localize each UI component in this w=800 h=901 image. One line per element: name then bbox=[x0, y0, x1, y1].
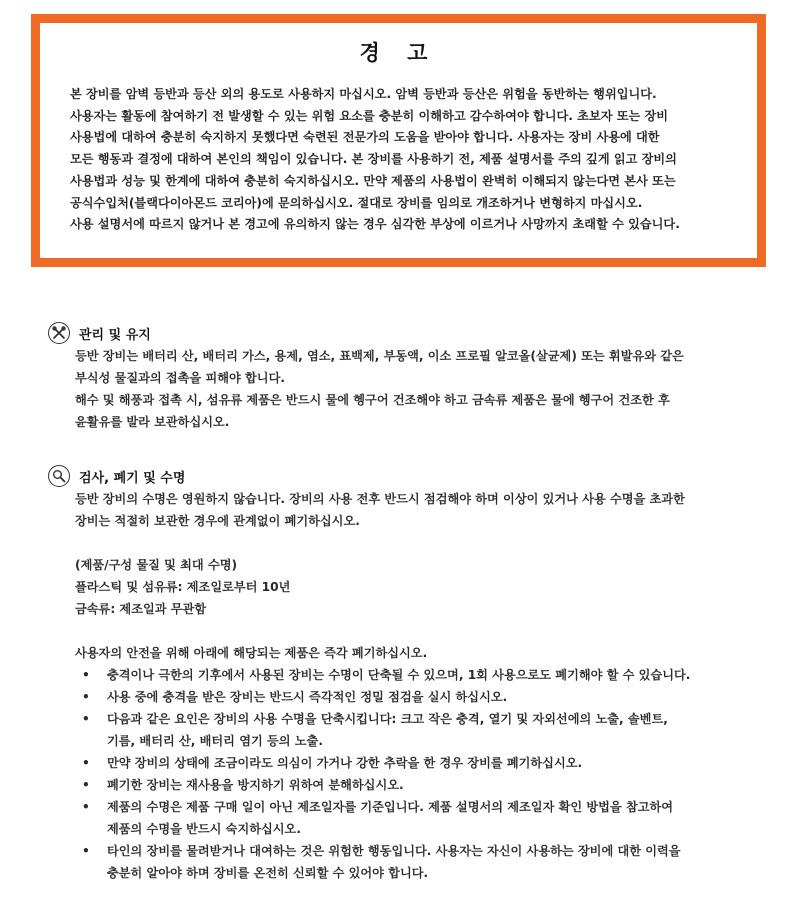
warning-line: 사용법에 대하여 충분히 숙지하지 못했다면 숙련된 전문가의 도움을 받아야 합니다. 사용자는 장비 사용에 대한 bbox=[70, 130, 660, 145]
bullet-mark: • bbox=[82, 800, 90, 814]
inspection-intro-line: 등반 장비의 수명은 영원하지 않습니다. 장비의 사용 전후 반드시 점검해야 하며 이상이 있거나 사용 수명을 초과한 bbox=[75, 492, 685, 506]
bullet-mark: • bbox=[82, 668, 90, 682]
bullet-line: 충격이나 극한의 기후에서 사용된 장비는 수명이 단축될 수 있으며, 1회 사용으로도 폐기해야 할 수 있습니다. bbox=[107, 668, 691, 682]
warning-line: 공식수입처(블랙다이아몬드 코리아)에 문의하십시오. 절대로 장비를 임의로 개조하거나 변형하지 마십시오. bbox=[70, 195, 643, 210]
maintenance-line: 부식성 물질과의 접촉을 피해야 합니다. bbox=[75, 371, 285, 385]
bullet-line: 충분히 알아야 하며 장비를 온전히 신뢰할 수 있어야 합니다. bbox=[107, 866, 429, 880]
maintenance-section bbox=[48, 321, 684, 433]
inspection-heading bbox=[48, 464, 690, 488]
inspection-section bbox=[48, 464, 690, 884]
maintenance-heading bbox=[48, 321, 684, 345]
list-item bbox=[75, 774, 690, 796]
bullet-mark: • bbox=[82, 712, 90, 726]
warning-title: 경 고 bbox=[359, 41, 438, 65]
bullet-line: 만약 장비의 상태에 조금이라도 의심이 가거나 강한 추락을 한 경우 장비를 폐기하십시오. bbox=[107, 756, 583, 770]
maintenance-line: 해수 및 해풍과 접촉 시, 섬유류 제품은 반드시 물에 헹구어 건조해야 하고 금속류 제품은 물에 헹구어 건조한 후 bbox=[75, 393, 670, 407]
bullet-mark: • bbox=[82, 690, 90, 704]
list-item bbox=[75, 708, 690, 752]
maintenance-body bbox=[75, 345, 684, 433]
bullet-mark: • bbox=[82, 844, 90, 858]
wrench-icon bbox=[48, 322, 70, 344]
list-item bbox=[75, 840, 690, 884]
discard-intro: 사용자의 안전을 위해 아래에 해당되는 제품은 즉각 폐기하십시오. bbox=[75, 646, 428, 660]
list-item bbox=[75, 686, 690, 708]
inspection-title: 검사, 폐기 및 수명 bbox=[79, 470, 186, 486]
inspection-body bbox=[75, 488, 690, 884]
magnifier-icon bbox=[48, 465, 70, 487]
lifespan-line: 플라스틱 및 섬유류: 제조일로부터 10년 bbox=[75, 580, 291, 594]
maintenance-title: 관리 및 유지 bbox=[79, 327, 151, 343]
bullet-mark: • bbox=[82, 756, 90, 770]
bullet-line: 다음과 같은 요인은 장비의 사용 수명을 단축시킵니다: 크고 작은 충격, 열기 및 자외선에의 노출, 솔벤트, bbox=[107, 712, 668, 726]
warning-box bbox=[31, 14, 766, 267]
list-item bbox=[75, 752, 690, 774]
lifespan-line: (제품/구성 물질 및 최대 수명) bbox=[75, 558, 238, 572]
bullet-line: 폐기한 장비는 재사용을 방지하기 위하여 분해하십시오. bbox=[107, 778, 404, 792]
warning-line: 모든 행동과 결정에 대하여 본인의 책임이 있습니다. 본 장비를 사용하기 전, 제품 설명서를 주의 깊게 읽고 장비의 bbox=[70, 152, 677, 167]
bullet-mark: • bbox=[82, 778, 90, 792]
discard-list bbox=[75, 664, 690, 884]
bullet-line: 타인의 장비를 물려받거나 대여하는 것은 위험한 행동입니다. 사용자는 자신이 사용하는 장비에 대한 이력을 bbox=[107, 844, 681, 858]
warning-text bbox=[70, 84, 750, 236]
list-item bbox=[75, 664, 690, 686]
list-item bbox=[75, 796, 690, 840]
maintenance-line: 등반 장비는 배터리 산, 배터리 가스, 용제, 염소, 표백제, 부동액, 이소 프로필 알코올(살균제) 또는 휘발유와 같은 bbox=[75, 349, 684, 363]
warning-line: 사용 설명서에 따르지 않거나 본 경고에 유의하지 않는 경우 심각한 부상에 이르거나 사망까지 초래할 수 있습니다. bbox=[70, 217, 680, 232]
warning-line: 본 장비를 암벽 등반과 등산 외의 용도로 사용하지 마십시오. 암벽 등반과 등산은 위험을 동반하는 행위입니다. bbox=[70, 87, 657, 101]
bullet-line: 기름, 배터리 산, 배터리 염기 등의 노출. bbox=[107, 734, 323, 748]
warning-line: 사용자는 활동에 참여하기 전 발생할 수 있는 위험 요소를 충분히 이해하고 감수하여야 합니다. 초보자 또는 장비 bbox=[70, 108, 669, 123]
inspection-intro-line: 장비는 적절히 보관한 경우에 관계없이 폐기하십시오. bbox=[75, 514, 360, 528]
bullet-line: 제품의 수명은 제품 구매 일이 아닌 제조일자를 기준입니다. 제품 설명서의 제조일자 확인 방법을 참고하여 bbox=[107, 800, 674, 814]
maintenance-line: 윤활유를 발라 보관하십시오. bbox=[75, 415, 230, 429]
lifespan-line: 금속류: 제조일과 무관함 bbox=[75, 602, 207, 616]
bullet-line: 사용 중에 충격을 받은 장비는 반드시 즉각적인 정밀 점검을 실시 하십시오. bbox=[107, 690, 508, 704]
bullet-line: 제품의 수명을 반드시 숙지하십시오. bbox=[107, 822, 301, 836]
warning-line: 사용법과 성능 및 한계에 대하여 충분히 숙지하십시오. 만약 제품의 사용법이 완벽히 이해되지 않는다면 본사 또는 bbox=[70, 173, 676, 188]
